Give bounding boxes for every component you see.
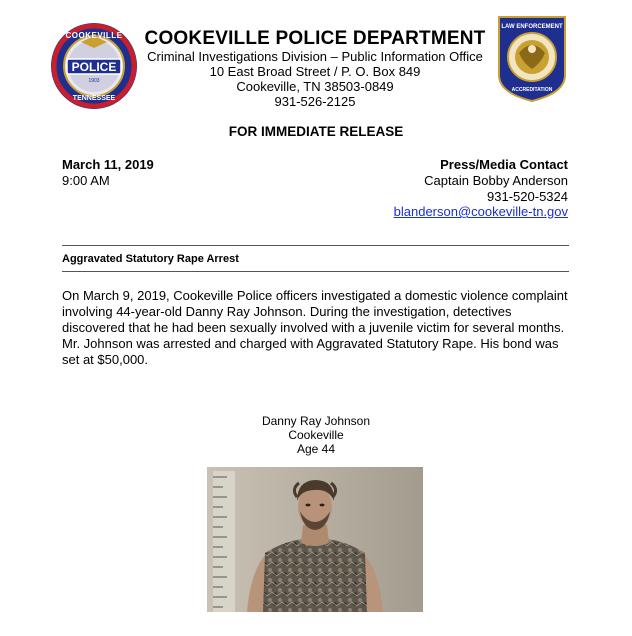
release-date: March 11, 2019 <box>62 157 154 172</box>
subject-top-rule <box>62 245 569 246</box>
svg-text:TENNESSEE: TENNESSEE <box>72 95 116 102</box>
caption-age: Age 44 <box>296 442 336 456</box>
svg-text:1903: 1903 <box>88 78 100 84</box>
phone-line: 931-526-2125 <box>274 94 356 109</box>
svg-text:COOKEVILLE: COOKEVILLE <box>65 31 123 40</box>
caption-name: Danny Ray Johnson <box>261 414 371 428</box>
booking-photo <box>207 467 423 612</box>
svg-text:LAW ENFORCEMENT: LAW ENFORCEMENT <box>501 24 563 30</box>
contact-email-link[interactable]: blanderson@cookeville-tn.gov <box>393 204 568 219</box>
release-label: FOR IMMEDIATE RELEASE <box>228 124 404 139</box>
caption-city: Cookeville <box>288 428 344 442</box>
contact-heading: Press/Media Contact <box>440 157 568 172</box>
division-line: Criminal Investigations Division – Public Information Office <box>147 49 483 64</box>
accreditation-seal-logo <box>497 15 567 103</box>
contact-name: Captain Bobby Anderson <box>424 173 568 188</box>
subject-line: Aggravated Statutory Rape Arrest <box>62 253 239 265</box>
department-name: COOKEVILLE POLICE DEPARTMENT <box>144 28 486 49</box>
press-release-body: On March 9, 2019, Cookeville Police officers investigated a domestic violence complaint involving 44-year-old Danny Ray Johnson. During the investigation, detectives discovered that he had been sexually involved with a juvenile victim for several months. Mr. Johnson was arrested and charged with Aggravated Statutory Rape. His bond was set at $50,000. <box>62 288 568 367</box>
police-seal-logo <box>50 22 138 110</box>
address-line: 10 East Broad Street / P. O. Box 849 <box>209 64 421 79</box>
contact-phone: 931-520-5324 <box>487 189 568 204</box>
release-time: 9:00 AM <box>62 173 110 188</box>
svg-text:ACCREDITATION: ACCREDITATION <box>511 87 553 93</box>
subject-bottom-rule <box>62 271 569 272</box>
city-line: Cookeville, TN 38503-0849 <box>236 79 394 94</box>
svg-text:POLICE: POLICE <box>71 60 117 74</box>
